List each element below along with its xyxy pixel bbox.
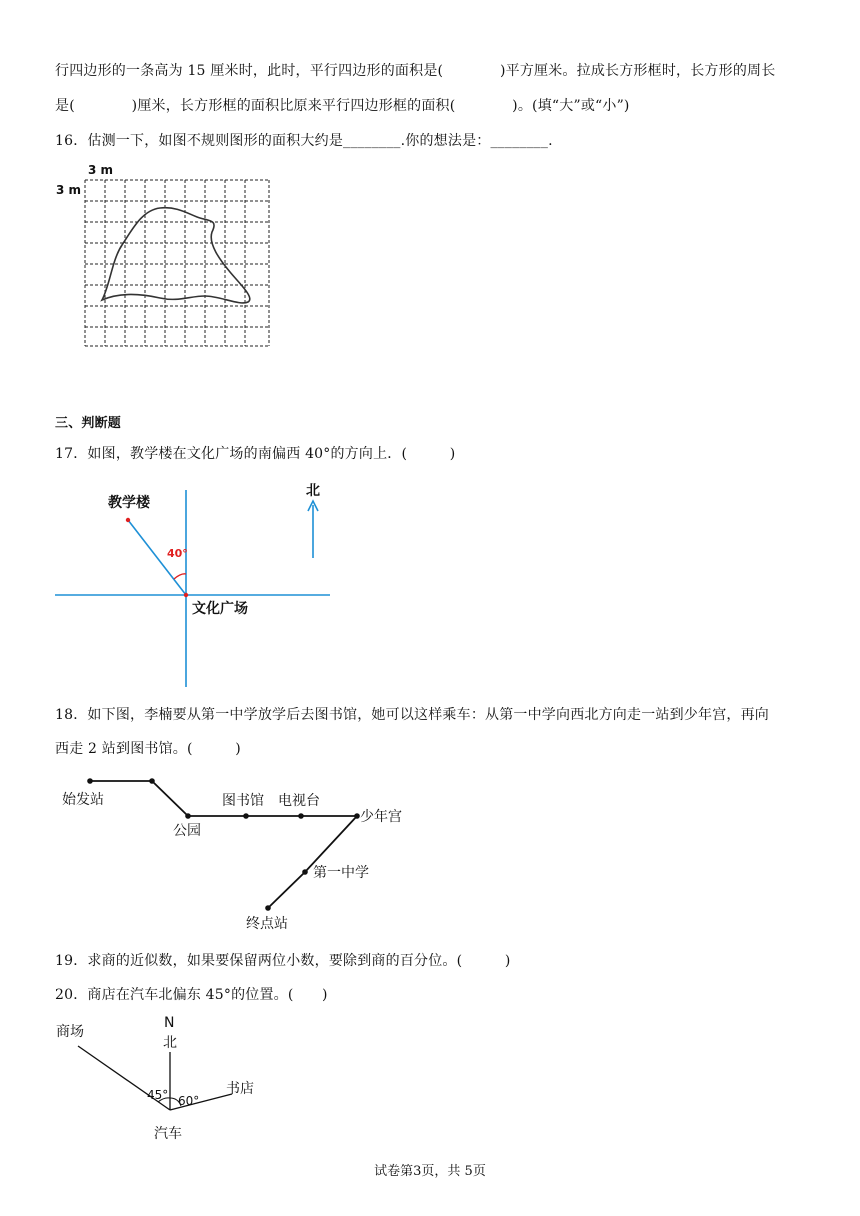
- stop-youth-palace: [354, 813, 360, 819]
- q17-direction-diagram: [50, 475, 340, 690]
- q17-text: 17．如图，教学楼在文化广场的南偏西 40°的方向上．( ): [55, 446, 456, 462]
- stop-library: [243, 813, 249, 819]
- label-angle-60: 60°: [178, 1094, 200, 1108]
- building-point: [126, 518, 130, 522]
- label-angle-40: 40°: [167, 547, 188, 560]
- label-n: N: [164, 1015, 175, 1031]
- label-library: 图书馆: [222, 793, 264, 809]
- stop-unnamed: [149, 778, 155, 784]
- q18-line-1: 18．如下图，李楠要从第一中学放学后去图书馆，她可以这样乘车：从第一中学向西北方向走一站到少年宫，再向: [55, 707, 770, 723]
- q20-direction-diagram: [50, 1012, 280, 1147]
- label-park: 公园: [173, 823, 201, 839]
- q20-text: 20．商店在汽车北偏东 45°的位置。( ): [55, 987, 328, 1003]
- q15-line-1: 行四边形的一条高为 15 厘米时，此时，平行四边形的面积是( )平方厘米。拉成长方形框时，长方形的周长: [55, 63, 776, 79]
- stop-school: [302, 869, 308, 875]
- q15-line-2: 是( )厘米，长方形框的面积比原来平行四边形框的面积( )。(填“大”或“小”): [55, 98, 630, 114]
- label-culture-square: 文化广场: [192, 601, 248, 617]
- label-bookstore: 书店: [226, 1081, 254, 1097]
- stop-terminal: [265, 905, 271, 911]
- stop-tv: [298, 813, 304, 819]
- label-left-3m: 3 m: [56, 183, 82, 197]
- q18-line-2: 西走 2 站到图书馆。( ): [55, 741, 241, 757]
- q18-bus-route-diagram: [50, 765, 420, 945]
- label-top-3m: 3 m: [88, 163, 114, 177]
- square-point: [184, 593, 188, 597]
- stop-park: [185, 813, 191, 819]
- label-first-middle-school: 第一中学: [313, 865, 369, 881]
- q19-text: 19．求商的近似数，如果要保留两位小数，要除到商的百分位。( ): [55, 953, 511, 969]
- q16-text: 16．估测一下，如图不规则图形的面积大约是________.你的想法是：________.: [55, 133, 553, 149]
- label-angle-45: 45°: [147, 1088, 169, 1102]
- section-3-title: 三、判断题: [55, 416, 122, 431]
- label-terminal: 终点站: [246, 916, 288, 932]
- angle-arc: [174, 574, 186, 579]
- label-building: 教学楼: [108, 495, 150, 511]
- stop-start: [87, 778, 93, 784]
- q16-grid-diagram: [50, 160, 280, 355]
- grid-lines: [85, 180, 269, 346]
- label-youth-palace: 少年宫: [360, 809, 402, 825]
- label-start-station: 始发站: [62, 792, 104, 808]
- label-car: 汽车: [154, 1126, 182, 1142]
- label-mall: 商场: [56, 1024, 84, 1040]
- label-tv-station: 电视台: [278, 793, 320, 809]
- page-footer: 试卷第3页，共 5页: [374, 1164, 486, 1179]
- label-north: 北: [306, 483, 320, 499]
- label-bei: 北: [163, 1035, 177, 1051]
